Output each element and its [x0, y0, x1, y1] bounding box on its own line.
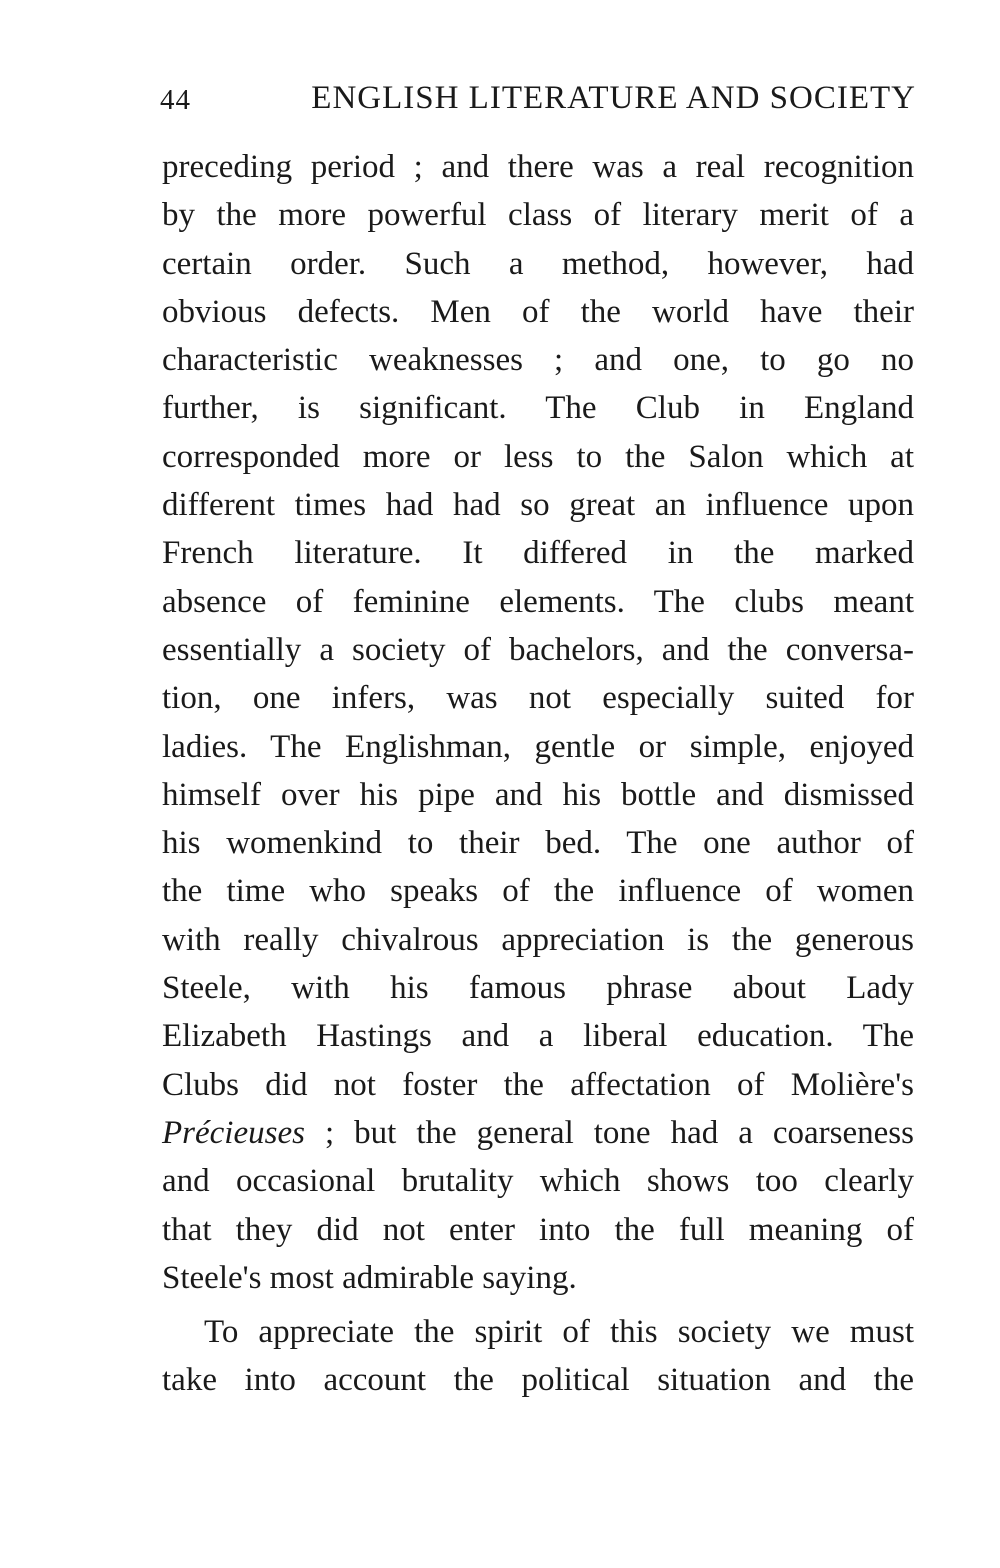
text-line-rest: ; but the general tone had a coarseness	[304, 1114, 914, 1151]
body-text	[162, 143, 914, 1405]
text-line: absence of feminine elements. The clubs meant	[162, 583, 914, 620]
text-line: different times had had so great an influence upon	[162, 487, 914, 524]
running-title: ENGLISH LITERATURE AND SOCIETY	[311, 80, 916, 116]
text-line: preceding period ; and there was a real recognition	[162, 149, 914, 185]
text-line: his womenkind to their bed. The one author of	[162, 825, 914, 862]
text-line: Steele, with his famous phrase about Lady	[162, 970, 914, 1007]
text-line: with really chivalrous appreciation is the generous	[162, 921, 914, 958]
text-line: ladies. The Englishman, gentle or simple, enjoyed	[162, 728, 914, 765]
text-line: that they did not enter into the full meaning of	[162, 1211, 914, 1248]
text-line: Steele's most admirable saying.	[162, 1259, 577, 1296]
text-line-italic-title	[162, 1109, 914, 1157]
text-line: essentially a society of bachelors, and the conversa-	[162, 631, 914, 668]
text-line: the time who speaks of the influence of women	[162, 873, 914, 910]
text-line: further, is significant. The Club in England	[162, 390, 914, 427]
text-line: take into account the political situation and the	[162, 1362, 914, 1399]
text-line: by the more powerful class of literary merit of a	[162, 197, 914, 234]
text-line: To appreciate the spirit of this society we must	[204, 1314, 914, 1351]
text-line: tion, one infers, was not especially suited for	[162, 680, 914, 717]
text-line: certain order. Such a method, however, had	[162, 245, 914, 282]
text-line: himself over his pipe and his bottle and dismissed	[162, 776, 914, 813]
page-number: 44	[160, 84, 191, 116]
text-line: Elizabeth Hastings and a liberal education. The	[162, 1018, 914, 1055]
text-line: obvious defects. Men of the world have their	[162, 293, 914, 330]
text-line: characteristic weaknesses ; and one, to go no	[162, 342, 914, 379]
text-line: French literature. It differed in the marked	[162, 535, 914, 572]
italic-title: Précieuses	[162, 1114, 305, 1151]
text-line: corresponded more or less to the Salon which at	[162, 438, 914, 475]
text-line: Clubs did not foster the affectation of Molière's	[162, 1066, 914, 1103]
running-head	[160, 74, 916, 122]
text-line: and occasional brutality which shows too clearly	[162, 1163, 914, 1200]
